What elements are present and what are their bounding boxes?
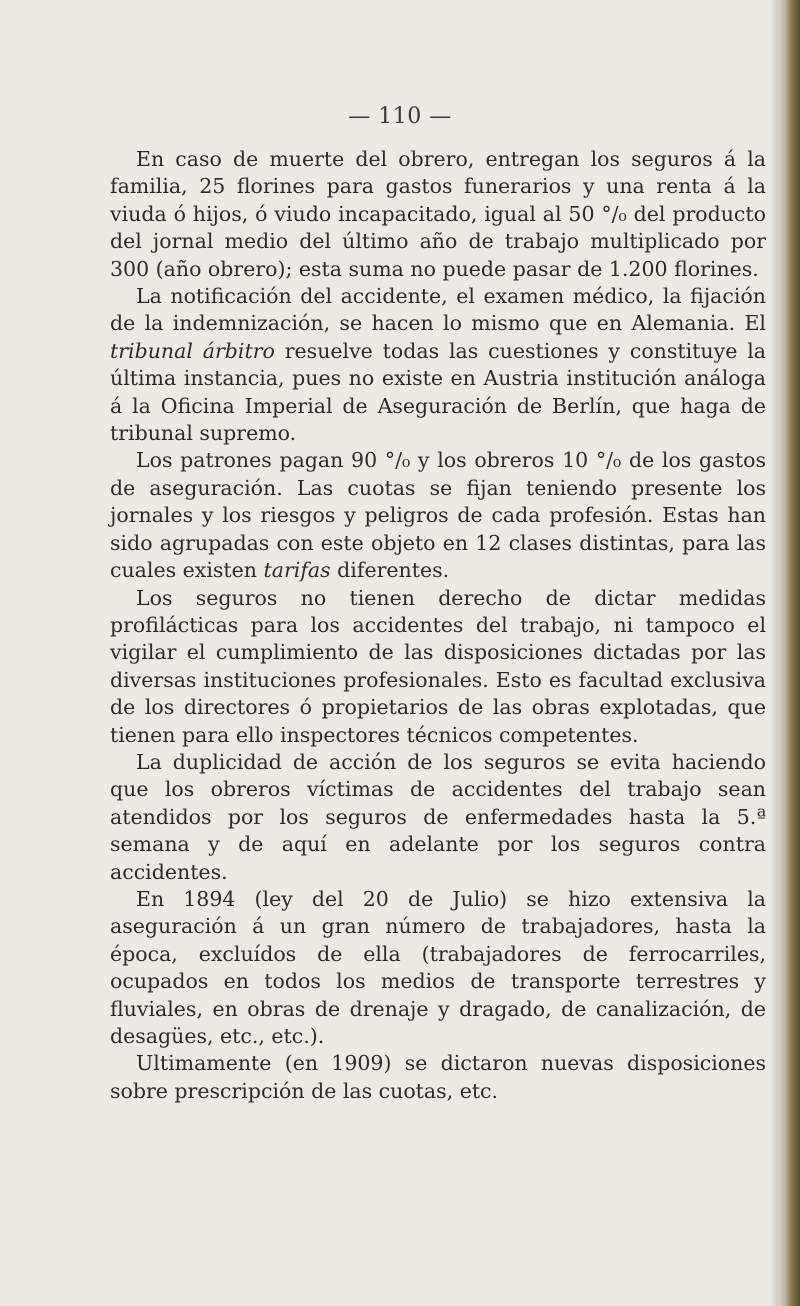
paragraph-text: Ultimamente (en 1909) se dictaron nuevas disposiciones sobre prescripción de las cuotas, etc. — [110, 1051, 766, 1103]
paragraph-1909 — [110, 1050, 766, 1105]
page-number: — 110 — — [348, 104, 452, 129]
page-edge — [778, 0, 800, 1306]
paragraph-text: En caso de muerte del obrero, entregan los seguros á la familia, 25 florines para gastos funerarios y una renta á la viuda ó hijos, ó viudo incapacitado, igual al 50 °/₀ del producto del jornal medio del último año de trabajo multiplicado por 300 (año obrero); esta suma no puede pasar de 1.200 florines. — [110, 147, 766, 281]
paragraph-text: diferentes. — [330, 558, 450, 583]
paragraph-contributions — [110, 447, 766, 584]
paragraph-text: Los seguros no tienen derecho de dictar medidas profilácticas para los accidentes del trabajo, ni tampoco el vigilar el cumplimiento de las disposiciones dictadas por las diversas instituciones profesionales. Esto es facultad exclusiva de los directores ó propietarios de las obras explotadas, que tienen para ello inspectores técnicos competentes. — [110, 585, 766, 747]
paragraph-notification — [110, 283, 766, 447]
italic-term: tarifas — [263, 558, 331, 583]
body-text — [110, 146, 766, 1105]
page-shadow — [770, 0, 778, 1306]
paragraph-text: La duplicidad de acción de los seguros se evita haciendo que los obreros víctimas de accidentes del trabajo sean atendidos por los seguros de enfermedades hasta la 5.ª semana y de aquí en adelante por los seguros contra accidentes. — [110, 749, 766, 884]
paragraph-text: resuelve todas las cuestiones y constituye la última instancia, pues no existe en Austria institución análoga á la Oficina Imperial de Aseguración de Berlín, que haga de tribunal supremo. — [110, 338, 766, 446]
paragraph-1894-law — [110, 886, 766, 1050]
paragraph-text: La notificación del accidente, el examen médico, la fijación de la indemnización, se hacen lo mismo que en Alemania. El — [110, 284, 766, 336]
paragraph-text: Los patrones pagan 90 °/₀ y los obreros 10 °/₀ de los gastos de aseguración. Las cuotas se fijan teniendo presente los jornales y los riesgos y peligros de cada profesión. Estas han sido agrupadas con este objeto en 12 clases distintas, para las cuales existen — [110, 448, 766, 583]
paragraph-prophylaxis — [110, 585, 766, 749]
italic-term: tribunal árbitro — [110, 338, 275, 363]
paragraph-funeral-benefits — [110, 146, 766, 283]
paragraph-text: En 1894 (ley del 20 de Julio) se hizo extensiva la aseguración á un gran número de trabajadores, hasta la época, excluídos de ella (trabajadores de ferrocarriles, ocupados en todos los medios de transporte terrestres y fluviales, en obras de drenaje y dragado, de canalización, de desagües, etc., etc.). — [110, 886, 766, 1048]
paragraph-duplicity — [110, 749, 766, 886]
